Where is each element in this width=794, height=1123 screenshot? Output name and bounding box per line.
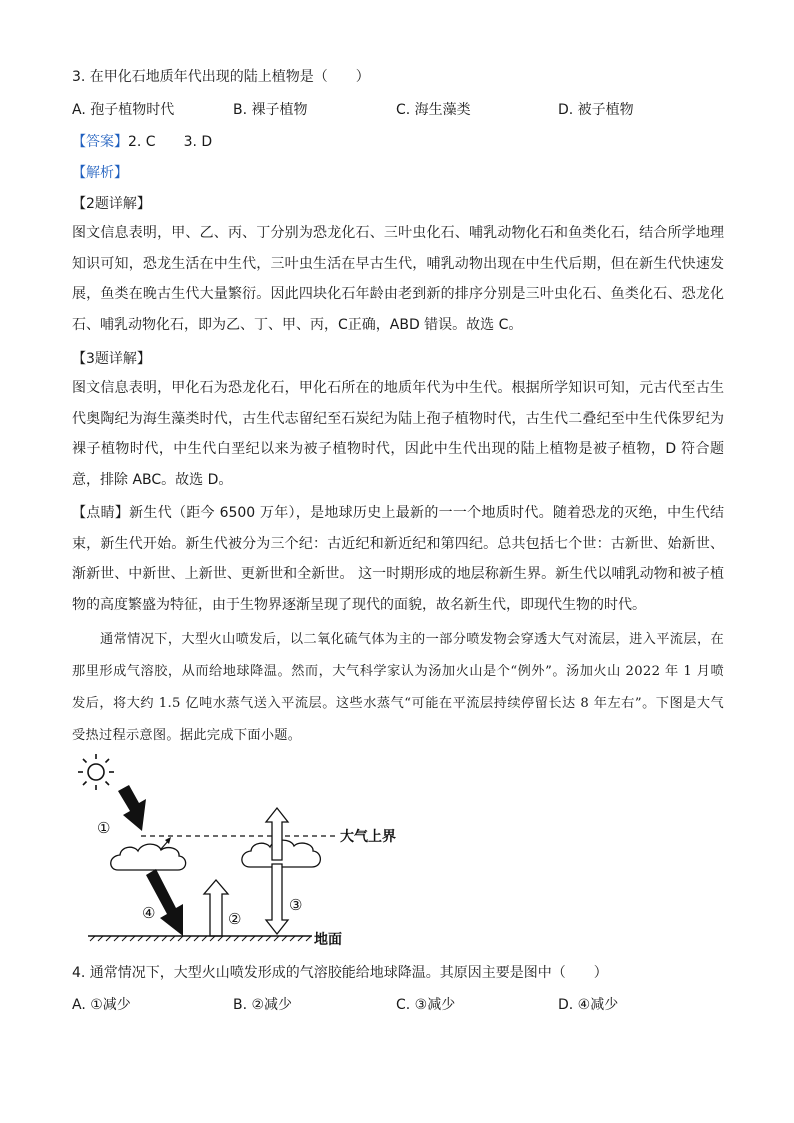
answer-row [72, 131, 212, 151]
question-3-stem: 3. 在甲化石地质年代出现的陆上植物是（ ） [72, 69, 370, 85]
sun-icon [78, 754, 114, 790]
q4-option-b: B. ②减少 [233, 997, 293, 1013]
q4-option-c: C. ③减少 [396, 997, 456, 1013]
q3-option-b: B. 裸子植物 [233, 102, 308, 118]
atmosphere-heating-diagram [0, 752, 794, 952]
material-paragraph [72, 624, 724, 752]
incoming-radiation-arrow [118, 785, 146, 831]
q4-option-a: A. ①减少 [72, 997, 131, 1013]
left-cloud [111, 844, 186, 870]
marker-2: ② [228, 910, 242, 928]
q3-option-d: D. 被子植物 [558, 102, 634, 118]
question-4-stem: 4. 通常情况下，大型火山喷发形成的气溶胶能给地球降温。其原因主要是图中（ ） [72, 965, 608, 981]
detail-3-label: 【3题详解】 [72, 351, 151, 367]
marker-3: ③ [289, 896, 303, 914]
detail-2-label: 【2题详解】 [72, 196, 151, 212]
answer-text: 2. C 3. D [128, 134, 213, 150]
tip-text: 新生代（距今 6500 万年），是地球历史上最新的一一个地质时代。随着恐龙的灭绝，中生代结束，新生代开始。新生代被分为三个纪：古近纪和新近纪和第四纪。总共包括七个世：古新世、始新世、渐新世、中新世、上新世、更新世和全新世。 这一时期形成的地层称新生界。新生代以哺乳动物和被子植物的高度繁盛为特征，由于生物界逐渐呈现了现代的面貌，故名新生代，即现代生物的时代。 [72, 505, 725, 613]
marker-4: ④ [142, 904, 156, 922]
marker-1: ① [97, 819, 111, 837]
tip-paragraph [72, 498, 724, 620]
atmospheric-counter-radiation-arrow [266, 864, 288, 934]
analysis-label: 【解析】 [72, 165, 128, 181]
ground-radiation-arrow [146, 869, 183, 936]
q3-option-c: C. 海生藻类 [396, 102, 471, 118]
tip-label: 【点睛】 [72, 505, 130, 521]
ground-label: 地面 [314, 932, 342, 948]
detail-2-text: 图文信息表明，甲、乙、丙、丁分别为恐龙化石、三叶虫化石、哺乳动物化石和鱼类化石，结合所学地理知识可知，恐龙生活在中生代，三叶虫生活在早古生代，哺乳动物出现在中生代后期，但在新生代快速发展，鱼类在晚古生代大量繁衍。因此四块化石年龄由老到新的排序分别是三叶虫化石、鱼类化石、恐龙化石、哺乳动物化石，即为乙、丁、甲、丙，C正确，ABD 错误。故选 C。 [72, 225, 724, 333]
detail-3-text: 图文信息表明，甲化石为恐龙化石，甲化石所在的地质年代为中生代。根据所学知识可知，元古代至古生代奥陶纪为海生藻类时代，古生代志留纪至石炭纪为陆上孢子植物时代，古生代二叠纪至中生代侏罗纪为裸子植物时代，中生代白垩纪以来为被子植物时代，因此中生代出现的陆上植物是被子植物，D 符合题意，排除 ABC。故选 D。 [72, 380, 724, 488]
q4-option-d: D. ④减少 [558, 997, 619, 1013]
q3-option-a: A. 孢子植物时代 [72, 102, 175, 118]
ground-longwave-arrow [204, 880, 228, 936]
answer-label: 【答案】 [72, 134, 128, 150]
material-text: 通常情况下，大型火山喷发后，以二氧化硫气体为主的一部分喷发物会穿透大气对流层，进入平流层，在那里形成气溶胶，从而给地球降温。然而，大气科学家认为汤加火山是个“例外”。汤加火山 2022 年 1 月喷发后，将大约 1.5 亿吨水蒸气送入平流层。这些水蒸气“可能在平流层持续停留长达 8 年左右”。下图是大气受热过程示意图。据此完成下面小题。 [72, 632, 724, 743]
atmosphere-top-label: 大气上界 [340, 829, 396, 845]
